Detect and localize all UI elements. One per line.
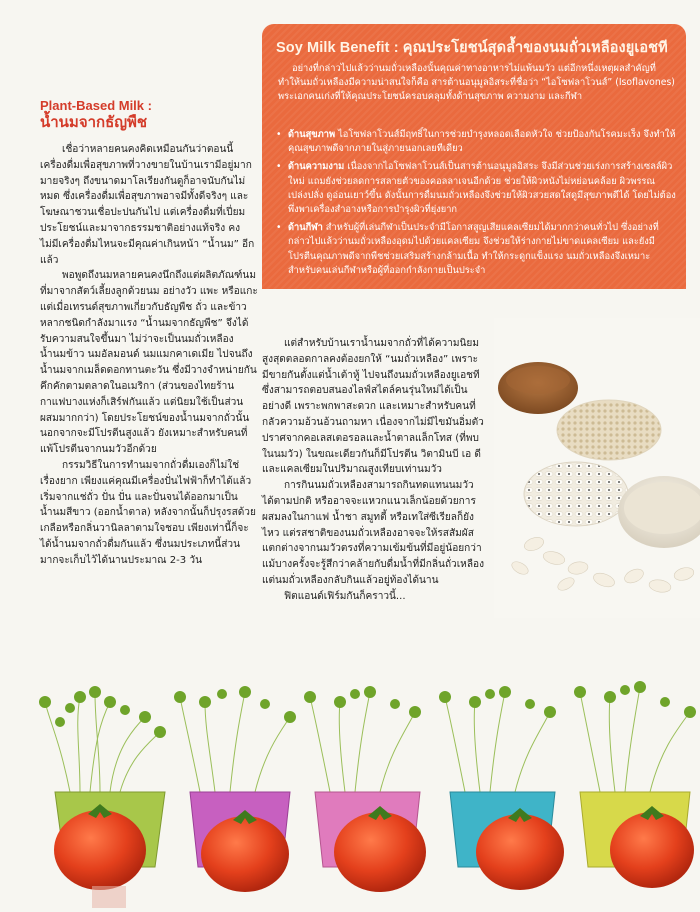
black-eyed-pea-bowl — [524, 462, 628, 526]
benefit-label: ด้านสุขภาพ — [288, 129, 336, 140]
left-paragraph-2: พอพูดถึงนมหลายคนคงนึกถึงแต่ผลิตภัณฑ์นมที่มาจากสัตว์เลี้ยงลูกด้วยนม อย่างวัว แพะ หรือแกะ แต่เมื่อเทรนด์สุขภาพเกี่ยวกับธัญพืช ถั่ว และข้าวหลากชนิดกำลังมาแรง “น้ำนมจากธัญพืช” จึงได้รับความสนใจขึ้นมา ไม่ว่าจะเป็นนมถั่วเหลือง น้ำนมข้าว นมอัลมอนด์ นมแมกคาเดเมีย ไปจนถึงน้ำนมจากเมล็ดดอกทานตะวัน ซึ่งมีวางจำหน่ายกันคึกคักตามตลาดในอเมริกา (ส่วนของไทยร้านกาแฟบางแห่งก็เสิร์ฟกันแล้ว แต่นิยมใช้เป็นส่วนผสมมากกว่า) โดยประโยชน์ของน้ำนมจากถั่วนั้นนอกจากจะมีโปรตีนสูงแล้ว ยังเหมาะสำหรับคนที่แพ้โปรตีนจากนมวัวอีกด้วย — [40, 270, 258, 456]
left-paragraph-3: กรรมวิธีในการทำนมจากถั่วดื่มเองก็ไม่ใช่เรื่องยาก เพียงแค่คุณมีเครื่องปั่นไฟฟ้าก็ทำได้แล้ว เริ่มจากแช่ถั่ว ปั่น ปั่น และปั่นจนได้ออกมาเป็นน้ำนมสีขาว (ออกน้ำตาล) หลังจากนั้นก็ปรุงรสด้วยเกลือหรือกลิ่นวานิลลาตามใจชอบ เพียงเท่านี้ก็จะได้น้ำนมจากถั่วดื่มกันแล้ว ซึ่งนมประเภทนี้ส่วนมากจะเก็บไว้ได้นานประมาณ 2-3 วัน — [40, 459, 256, 566]
soy-milk-benefit-box — [262, 24, 686, 289]
left-paragraph-1: เชื่อว่าหลายคนคงคิดเหมือนกันว่าตอนนี้เครื่องดื่มเพื่อสุขภาพที่วางขายในบ้านเรามีอยู่มากมายจริงๆ ถึงขนาดมาโลเรียงกันดูก็อาจนับกันไม่หมด ซึ่งเครื่องดื่มเพื่อสุขภาพอาจมีทั้งดีจริงๆ และโฆษณาชวนเชื่อปะปนกันไป แต่เครื่องดื่มที่เปี่ยมประโยชน์และมาจากธรรมชาติอย่างแท้จริง คงไม่มีเครื่องดื่มไหนจะมีคุณค่าเกินหน้า “น้ำนม” อีกแล้ว — [40, 144, 255, 266]
benefit-text: ไอโซฟลาโวนส์มีฤทธิ์ในการช่วยบำรุงหลอดเลือดหัวใจ ช่วยป้องกันโรคมะเร็ง จึงทำให้คุณสุขภาพดีจากภายในสู่ภายนอกเลยทีเดียว — [288, 129, 676, 155]
grains-photo — [494, 318, 700, 618]
benefit-item-sport — [274, 221, 676, 278]
section-headline — [40, 98, 250, 132]
left-column — [40, 142, 258, 569]
benefit-intro: อย่างที่กล่าวไปแล้วว่านมถั่วเหลืองนั้นคุณค่าทางอาหารไม่แพ้นมวัว แต่อีกหนึ่งเหตุผลสำคัญที่ทำให้นมถั่วเหลืองมีความน่าสนใจก็คือ สารต้านอนุมูลอิสระที่ชื่อว่า “ไอโซฟลาโวนส์” (Isoflavones) พระเอกคนเก่งที่ให้คุณประโยชน์ครอบคลุมทั้งด้านสุขภาพ ความงาม และกีฬา — [278, 63, 675, 103]
headline-th: น้ำนมจากธัญพืช — [40, 114, 148, 131]
bullet-icon: • — [276, 222, 282, 234]
benefit-text: เนื่องจากไอโซฟลาโวนส์เป็นสารต้านอนุมูลอิสระ จึงมีส่วนช่วยเร่งการสร้างเซลล์ผิวใหม่ แถมยังช่วยลดการสลายตัวของคอลลาเจนอีกด้วย ช่วยให้ผิวหนังไม่หย่อนคล้อย ผิวพรรณเปล่งปลั่ง ดูอ่อนเยาว์ขึ้น ดังนั้นการดื่มนมถั่วเหลืองจึงช่วยให้ผิวสวยสดใสดูมีสุขภาพดีได้ โดยไม่ต้องพึ่งพาเครื่องสำอางหรือการบำรุงผิวที่ยุ่งยาก — [288, 161, 676, 216]
mid-paragraph-2: การกินนมถั่วเหลืองสามารถกินทดแทนนมวัวได้ตามปกติ หรืออาจจะแหวกแนวเล็กน้อยด้วยการผสมลงในกาแฟ น้ำชา สมูทตี้ หรือเทใส่ซีเรียลก็ยังไหว แต่รสชาติของนมถั่วเหลืองอาจจะให้รสสัมผัสแตกต่างจากนมวัวตรงที่ความเข้มข้นที่มีอยู่น้อยกว่า แม้บางครั้งจะรู้สึกว่าคล้ายกับดื่มน้ำที่มีกลิ่นถั่วเหลือง แต่นมถั่วเหลืองกลับกินแล้วอยู่ท้องได้นาน — [262, 480, 485, 586]
headline-en: Plant-Based Milk : — [40, 98, 152, 113]
mid-paragraph-3: ฟิตแอนด์เฟิร์มกันก็คราวนี้... — [284, 590, 406, 602]
benefit-item-health — [274, 128, 676, 156]
benefit-item-beauty — [274, 160, 676, 217]
bullet-icon: • — [276, 129, 282, 140]
benefit-label: ด้านกีฬา — [288, 222, 323, 234]
benefit-label: ด้านความงาม — [288, 161, 345, 173]
benefit-list — [274, 128, 676, 282]
middle-column — [262, 336, 484, 605]
benefit-title: Soy Milk Benefit : คุณประโยชน์สุดล้ำของนมถั่วเหลืองยูเอชที — [276, 40, 668, 56]
sprouts-photo — [0, 672, 700, 912]
benefit-text: สำหรับผู้ที่เล่นกีฬาเป็นประจำมีโอกาสสูญเสียแคลเซียมได้มากกว่าคนทั่วไป ซึ่งอย่างที่กล่าวไปแล้วว่านมถั่วเหลืองอุดมไปด้วยแคลเซียม จึงช่วยให้ร่างกายไม่ขาดแคลเซียม และยังมีโปรตีนคุณภาพดีจากพืชช่วยเสริมสร้างกล้ามเนื้อ ทำให้กระดูกแข็งแรง นมถั่วเหลืองจึงเหมาะสำหรับคนเล่นกีฬาหรือผู้ที่ออกกำลังกายเป็นประจำ — [288, 222, 659, 276]
bullet-icon: • — [276, 161, 282, 173]
mid-paragraph-1: แต่สำหรับบ้านเราน้ำนมจากถั่วที่ได้ความนิยมสูงสุดตลอดกาลคงต้องยกให้ “นมถั่วเหลือง” เพราะมีขายกันตั้งแต่น้ำเต้าหู้ ไปจนถึงนมถั่วเหลืองยูเอชทีซึ่งสามารถตอบสนองไลฟ์สไตล์คนรุ่นใหม่ได้เป็นอย่างดี เพราะพกพาสะดวก และเหมาะสำหรับคนที่กลัวความอ้วนอ้วนถามหา เนื่องจากไม่มีไขมันอิ่มตัว ปราศจากคอเลสเตอรอลและน้ำตาลแล็กโทส (ที่พบในนมวัว) ในขณะเดียวกันก็มีโปรตีน วิตามินบี เอ ดี และแคลเซียมในปริมาณสูงเทียบเท่านมวัว — [262, 338, 484, 476]
page-corner-mark — [92, 886, 126, 908]
lentil-bowl — [557, 400, 661, 460]
